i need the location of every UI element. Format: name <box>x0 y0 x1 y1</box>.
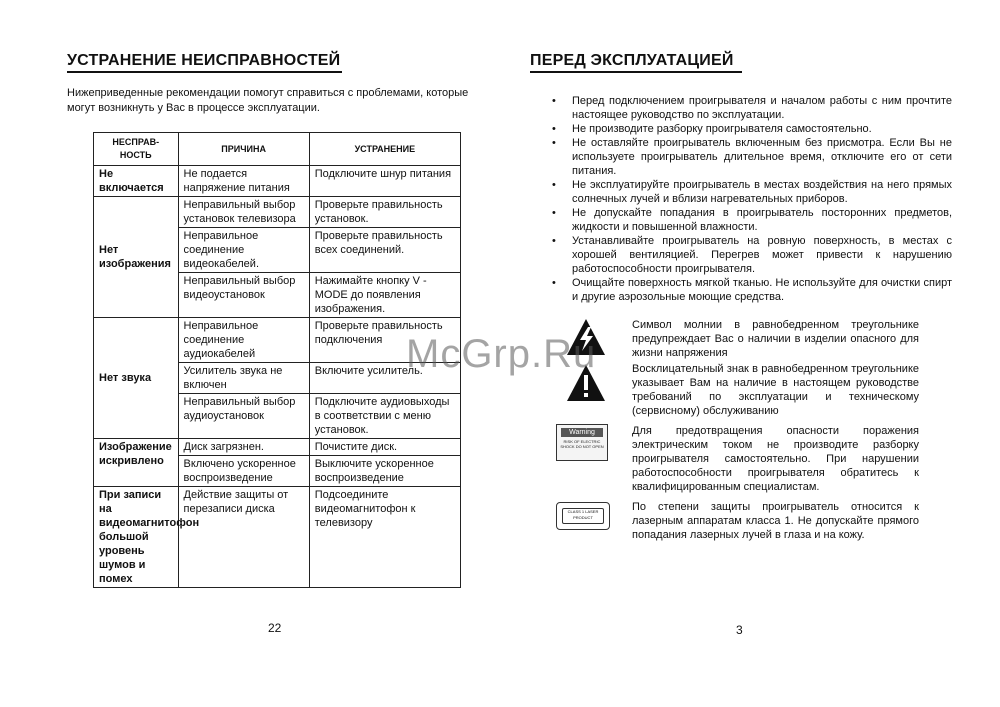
table-row <box>94 439 461 456</box>
fix-cell: Нажимайте кнопку V - MODE до появления изображения. <box>309 273 460 318</box>
fix-cell: Включите усилитель. <box>309 363 460 394</box>
cause-cell: Усилитель звука не включен <box>178 363 309 394</box>
fix-cell: Выключите ускоренное воспроизведение <box>309 456 460 487</box>
cause-cell: Неправильное соединение аудиокабелей <box>178 318 309 363</box>
problem-cell: Нет изображения <box>94 197 179 318</box>
bullet-icon: • <box>552 235 556 247</box>
fix-cell: Проверьте правильность всех соединений. <box>309 228 460 273</box>
list-item: • Не оставляйте проигрыватель включенным без присмотра. Если Вы не используете проигрыватель длительное время, отключите его от сети питания. <box>552 137 952 177</box>
list-item: • Не производите разборку проигрывателя самостоятельно. <box>552 123 872 135</box>
fix-cell: Проверьте правильность подключения <box>309 318 460 363</box>
bullet-icon: • <box>552 179 556 191</box>
cause-cell: Включено ускоренное воспроизведение <box>178 456 309 487</box>
page-number-right: 3 <box>736 623 743 637</box>
laser-class-text: По степени защиты проигрыватель относится к лазерным аппаратам класса 1. Не допускайте прямого попадания лазерных лучей в глаза и на кожу. <box>632 501 919 541</box>
warning-label-title: Warning <box>561 428 603 437</box>
list-item: • Перед подключением проигрывателя и началом работы с ним прочтите настоящее руководство по эксплуатации. <box>552 95 952 121</box>
table-row <box>94 487 461 588</box>
problem-cell: При записи на видеомагнитофон большой уровень шумов и помех <box>94 487 179 588</box>
cause-cell: Неправильное соединение видеокабелей. <box>178 228 309 273</box>
laser-class-label: CLASS 1 LASER PRODUCT <box>562 508 604 524</box>
warning-label-icon <box>556 424 608 461</box>
bullet-icon: • <box>552 207 556 219</box>
laser-class-icon <box>556 502 610 530</box>
safety-list <box>552 94 952 304</box>
troubleshooting-intro: Нижеприведенные рекомендации помогут справиться с проблемами, которые могут возникнуть у Вас в процессе эксплуатации. <box>67 87 469 114</box>
fix-cell: Почистите диск. <box>309 439 460 456</box>
problem-cell: Изображение искривлено <box>94 439 179 487</box>
troubleshooting-heading: УСТРАНЕНИЕ НЕИСПРАВНОСТЕЙ <box>67 52 342 73</box>
header-problem: НЕСПРАВ-НОСТЬ <box>94 133 179 166</box>
header-fix: УСТРАНЕНИЕ <box>309 133 460 166</box>
watermark: McGrp.Ru <box>406 332 597 376</box>
fix-cell: Подсоедините видеомагнитофон к телевизору <box>309 487 460 588</box>
cause-cell: Диск загрязнен. <box>178 439 309 456</box>
table-row <box>94 197 461 228</box>
warning-symbol-text: Для предотвращения опасности поражения электрическим током не производите разборку проигрывателя самостоятельно. При нарушении работоспособности проигрывателя обратитесь к квалифицированным специалистам. <box>632 425 919 493</box>
before-use-heading: ПЕРЕД ЭКСПЛУАТАЦИЕЙ <box>530 52 742 73</box>
table-header-row <box>94 133 461 166</box>
list-item: • Не эксплуатируйте проигрыватель в местах воздействия на него прямых солнечных лучей и вблизи нагревательных приборов. <box>552 179 952 205</box>
list-item: • Очищайте поверхность мягкой тканью. Не используйте для очистки спирт и другие аэрозольные моющие средства. <box>552 277 952 303</box>
bullet-icon: • <box>552 277 556 289</box>
problem-cell: Не включается <box>94 166 179 197</box>
list-item: • Устанавливайте проигрыватель на ровную поверхность, в местах с хорошей вентиляцией. Перегрев может привести к нарушению работоспособности проигрывателя. <box>552 235 952 275</box>
cause-cell: Неправильный выбор установок телевизора <box>178 197 309 228</box>
problem-cell: Нет звука <box>94 318 179 439</box>
cause-cell: Неправильный выбор видеоустановок <box>178 273 309 318</box>
table-row <box>94 166 461 197</box>
cause-cell: Неправильный выбор аудиоустановок <box>178 394 309 439</box>
cause-cell: Действие защиты от перезаписи диска <box>178 487 309 588</box>
list-item: • Не допускайте попадания в проигрыватель посторонних предметов, жидкости и повышенной влажности. <box>552 207 952 233</box>
bullet-icon: • <box>552 123 556 135</box>
fix-cell: Подключите шнур питания <box>309 166 460 197</box>
bullet-icon: • <box>552 95 556 107</box>
fix-cell: Проверьте правильность установок. <box>309 197 460 228</box>
header-cause: ПРИЧИНА <box>178 133 309 166</box>
lightning-symbol-text: Символ молнии в равнобедренном треугольнике предупреждает Вас о наличии в изделии опасного для жизни напряжения <box>632 319 919 359</box>
warning-label-subtext: RISK OF ELECTRIC SHOCK DO NOT OPEN <box>560 439 604 449</box>
bullet-icon: • <box>552 137 556 149</box>
cause-cell: Не подается напряжение питания <box>178 166 309 197</box>
page-number-left: 22 <box>268 621 282 635</box>
exclamation-symbol-text: Восклицательный знак в равнобедренном треугольнике указывает Вам на наличие в настоящем руководстве требований по эксплуатации и техническому (сервисному) обслуживанию <box>632 363 919 417</box>
fix-cell: Подключите аудиовыходы в соответствии с меню установок. <box>309 394 460 439</box>
